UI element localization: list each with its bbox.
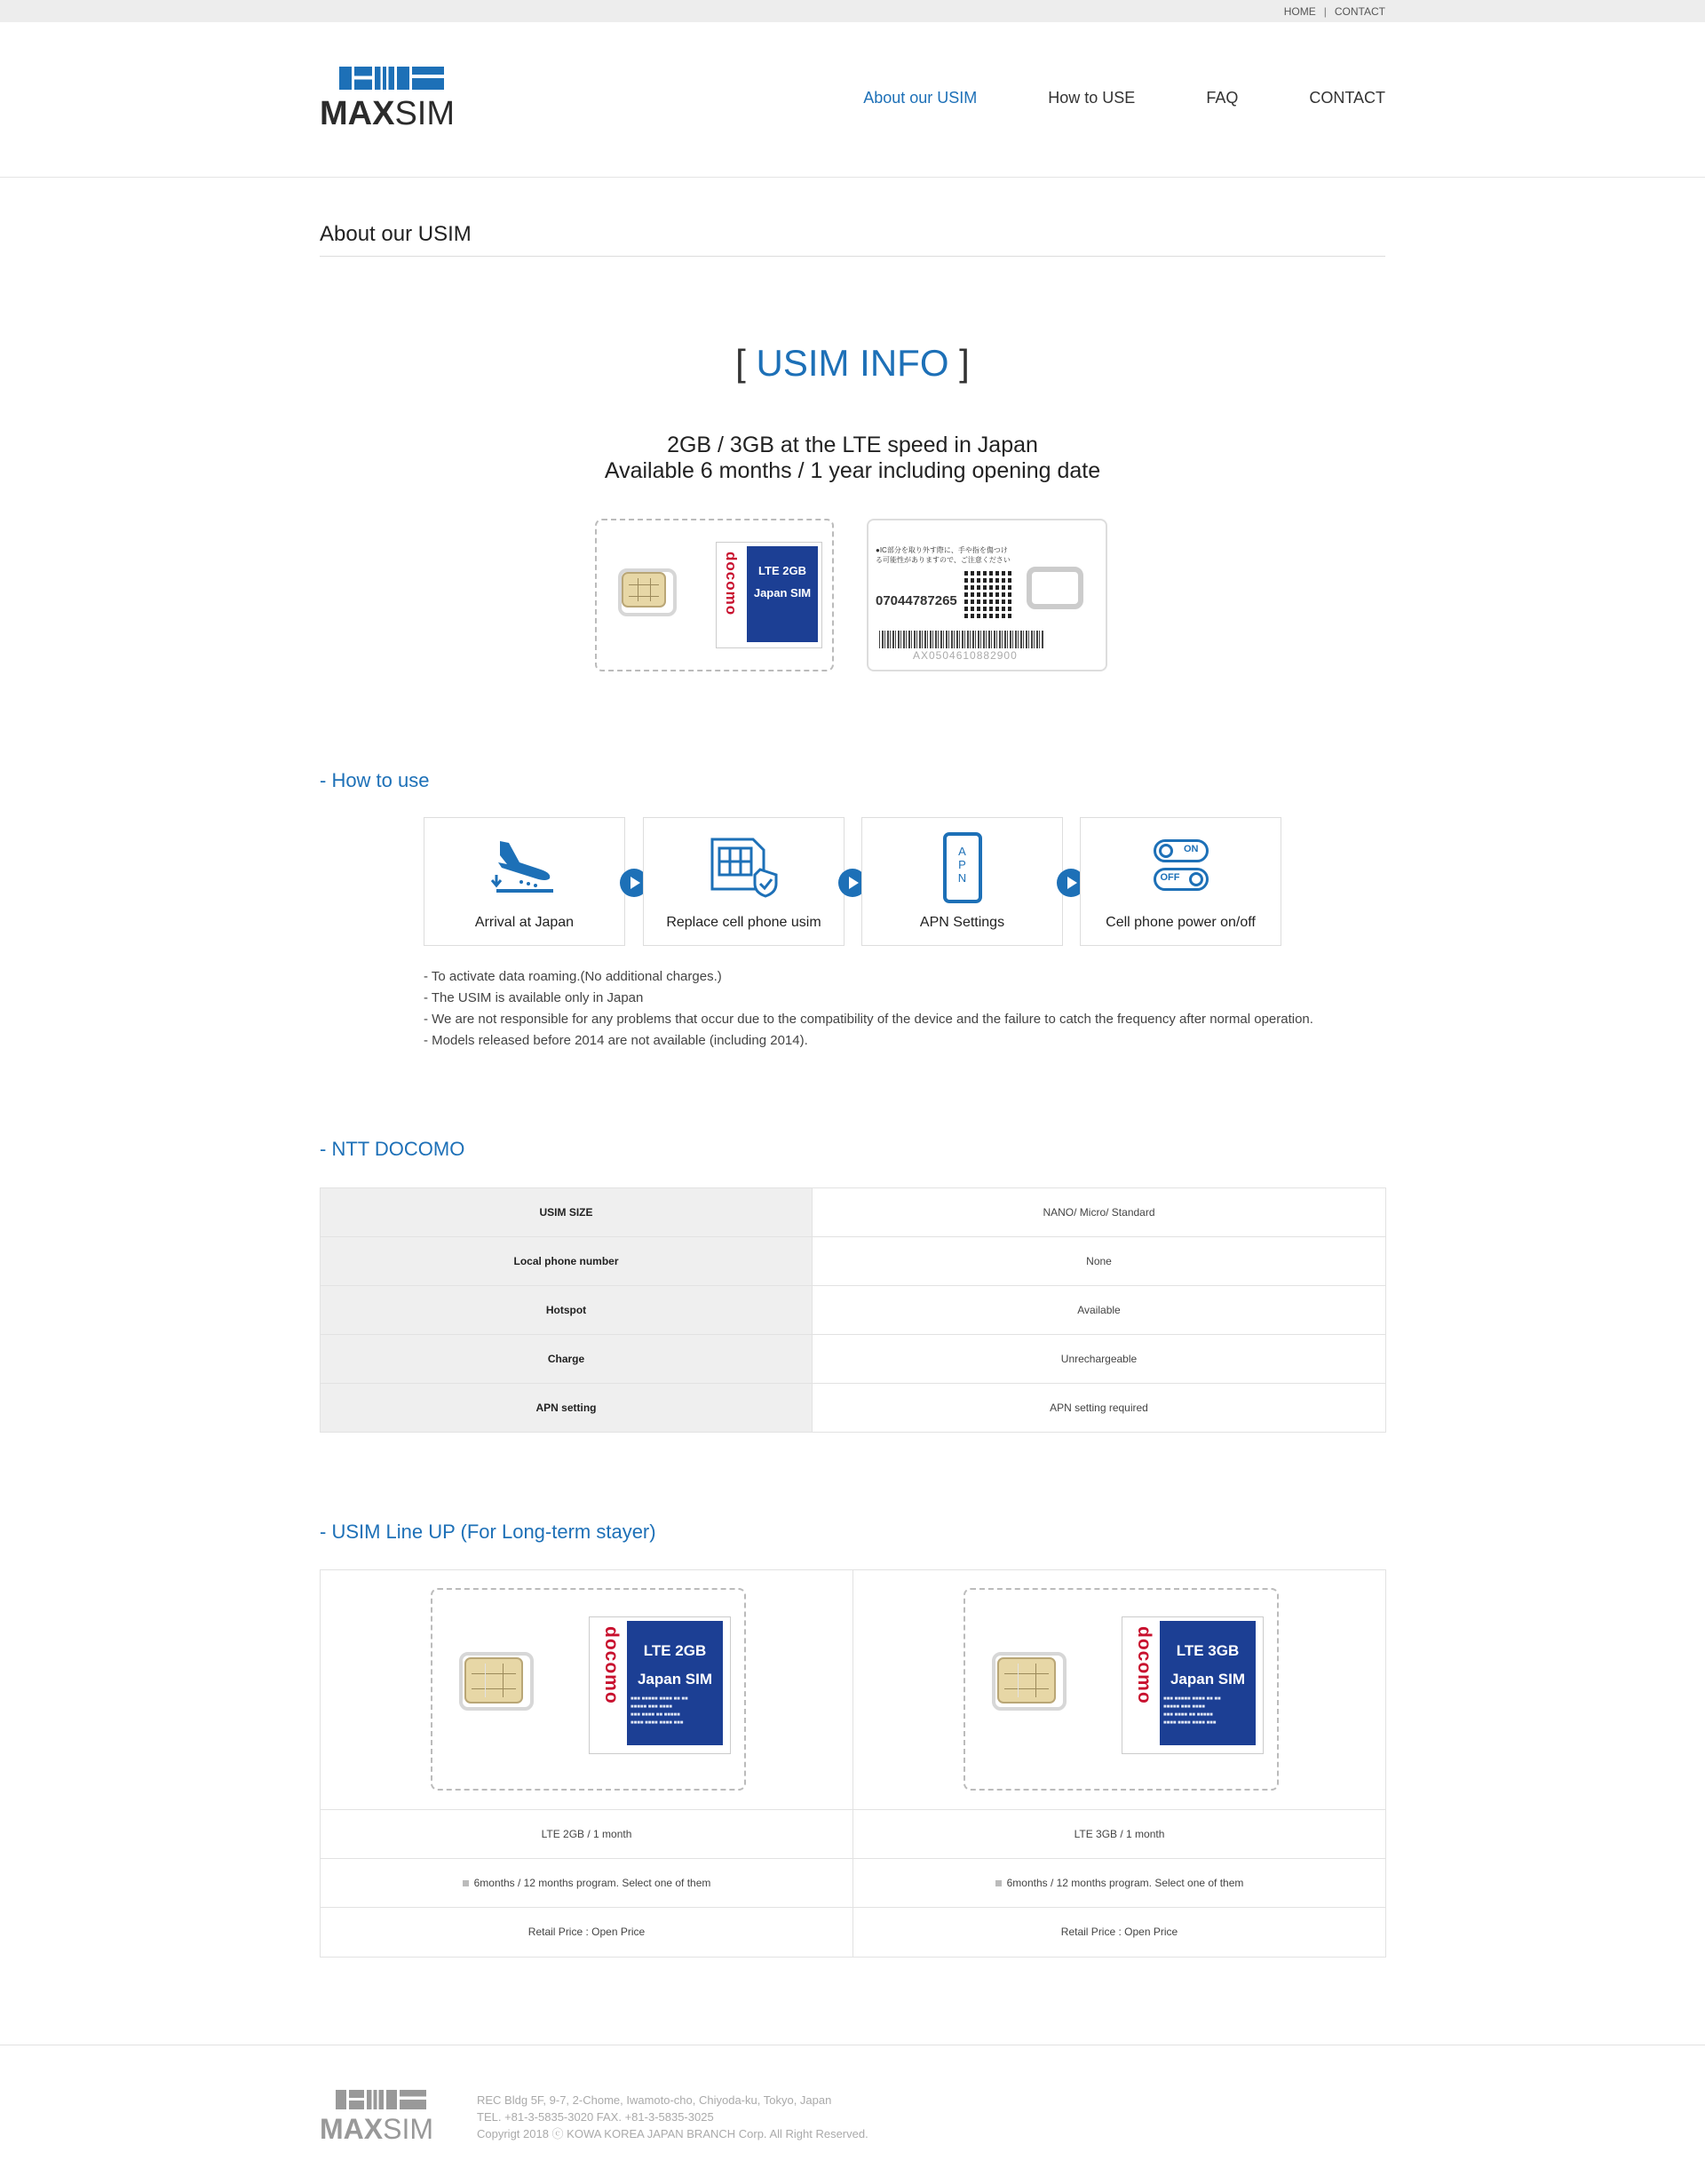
usim-info-title: [ USIM INFO ] xyxy=(735,342,970,384)
sim-chip-icon xyxy=(997,1657,1056,1704)
lineup-program: 6months / 12 months program. Select one of them xyxy=(321,1859,852,1908)
phone-apn-icon: A P N xyxy=(943,832,982,903)
note-item: - To activate data roaming.(No additional charges.) xyxy=(424,969,722,984)
main-nav xyxy=(792,89,1385,107)
page-title: About our USIM xyxy=(320,222,1385,257)
step-apn-settings xyxy=(861,817,1063,946)
docomo-logo: docomo xyxy=(601,1626,622,1704)
docomo-logo: docomo xyxy=(723,552,740,616)
lineup-price: Retail Price : Open Price xyxy=(1060,1926,1178,1938)
nav-faq[interactable]: FAQ xyxy=(1206,89,1239,107)
card-serial: AX0504610882900 xyxy=(913,649,1018,662)
footer-address: REC Bldg 5F, 9-7, 2-Chome, Iwamoto-cho, Chiyoda-ku, Tokyo, Japan xyxy=(477,2093,832,2107)
site-header xyxy=(0,22,1705,178)
sim-2gb-image: docomo LTE 2GB Japan SIM ■■■ ■■■■■ ■■■■ ■■ ■■ ■■■■■ ■■■ ■■■■ ■■■ ■■■■ ■■ ■■■■■ ■■■■ ■■■■ ■■■■ ■■■ xyxy=(431,1588,746,1791)
note-item: - Models released before 2014 are not available (including 2014). xyxy=(424,1033,808,1048)
nav-contact[interactable]: CONTACT xyxy=(1309,89,1385,107)
logo-blocks-icon xyxy=(339,67,462,90)
how-to-use-heading: - How to use xyxy=(320,769,430,791)
table-row: Hotspot Available xyxy=(321,1286,1386,1335)
logo-wordmark: MAXSIM xyxy=(320,95,456,132)
sim-3gb-image: docomo LTE 3GB Japan SIM ■■■ ■■■■■ ■■■■ ■■ ■■ ■■■■■ ■■■ ■■■■ ■■■ ■■■■ ■■ ■■■■■ ■■■■ ■■■■ ■■■■ ■■■ xyxy=(964,1588,1279,1791)
airplane-landing-icon xyxy=(489,836,560,898)
footer-wordmark: MAXSIM xyxy=(320,2113,433,2145)
footer-info xyxy=(477,2092,868,2142)
table-row: APN setting APN setting required xyxy=(321,1384,1386,1433)
table-row: Charge Unrechargeable xyxy=(321,1335,1386,1384)
step-label: Replace cell phone usim xyxy=(666,915,821,930)
logo-blocks-icon xyxy=(336,2090,433,2109)
usim-info-line-1: 2GB / 3GB at the LTE speed in Japan xyxy=(667,433,1038,457)
step-power-on-off xyxy=(1080,817,1281,946)
lineup-plan: LTE 3GB / 1 month xyxy=(853,1810,1385,1859)
sim-shield-icon xyxy=(707,836,781,898)
home-link[interactable]: HOME xyxy=(1283,5,1316,18)
step-label: Cell phone power on/off xyxy=(1106,915,1256,930)
footer-logo xyxy=(320,2090,433,2143)
toggle-on-off-icon: ON OFF xyxy=(1154,839,1209,891)
how-to-use-notes xyxy=(424,966,1313,1052)
usim-info-line-2: Available 6 months / 1 year including opening date xyxy=(604,458,1101,483)
contact-utility-link[interactable]: CONTACT xyxy=(1334,5,1385,18)
lineup-plan: LTE 2GB / 1 month xyxy=(321,1810,852,1859)
step-label: APN Settings xyxy=(919,915,1005,930)
barcode-icon xyxy=(879,631,1044,648)
table-row: USIM SIZE NANO/ Micro/ Standard xyxy=(321,1188,1386,1237)
sim-card-back-image xyxy=(867,519,1107,671)
table-row: Local phone number None xyxy=(321,1237,1386,1286)
site-footer xyxy=(0,2045,1705,2184)
lineup-item-3gb xyxy=(853,1570,1385,1957)
lineup-price: Retail Price : Open Price xyxy=(527,1926,646,1938)
nav-about-usim[interactable]: About our USIM xyxy=(863,89,978,107)
utility-separator: | xyxy=(1323,5,1327,18)
top-utility-bar xyxy=(0,0,1705,22)
step-arrival xyxy=(424,817,625,946)
lineup-heading: - USIM Line UP (For Long-term stayer) xyxy=(320,1521,656,1543)
sim-card-front-image xyxy=(595,519,834,671)
footer-copyright: Copyrigt 2018 ⓒ KOWA KOREA JAPAN BRANCH Corp. All Right Reserved. xyxy=(477,2127,868,2140)
utility-links xyxy=(1284,5,1385,18)
note-item: - The USIM is available only in Japan xyxy=(424,990,644,1005)
sim-package xyxy=(716,542,822,648)
sim-chip-icon xyxy=(622,572,666,608)
lineup-program: 6months / 12 months program. Select one of them xyxy=(853,1859,1385,1908)
docomo-logo: docomo xyxy=(1134,1626,1154,1704)
card-phone-number: 07044787265 xyxy=(876,593,957,608)
ntt-docomo-heading: - NTT DOCOMO xyxy=(320,1138,465,1160)
sim-chip-icon xyxy=(464,1657,523,1704)
card-back-notice: ●IC部分を取り外す際に、手や指を傷つけ る可能性がありますので、ご注意ください xyxy=(876,546,1011,564)
step-replace-usim xyxy=(643,817,845,946)
note-item: - We are not responsible for any problems that occur due to the compatibility of the device and the failure to catch the frequency after normal operation. xyxy=(424,1012,1313,1027)
lineup-item-2gb xyxy=(321,1570,853,1957)
docomo-spec-table xyxy=(320,1187,1386,1433)
nav-how-to-use[interactable]: How to USE xyxy=(1048,89,1136,107)
step-label: Arrival at Japan xyxy=(474,915,575,930)
footer-tel: TEL. +81-3-5835-3020 FAX. +81-3-5835-3025 xyxy=(477,2110,714,2124)
japan-sim-label: LTE 2GB Japan SIM xyxy=(747,546,818,642)
sim-cutout-icon xyxy=(1027,567,1083,609)
maxsim-logo[interactable] xyxy=(320,67,462,138)
lineup-table xyxy=(320,1569,1386,1958)
qr-code-icon xyxy=(964,570,1012,618)
